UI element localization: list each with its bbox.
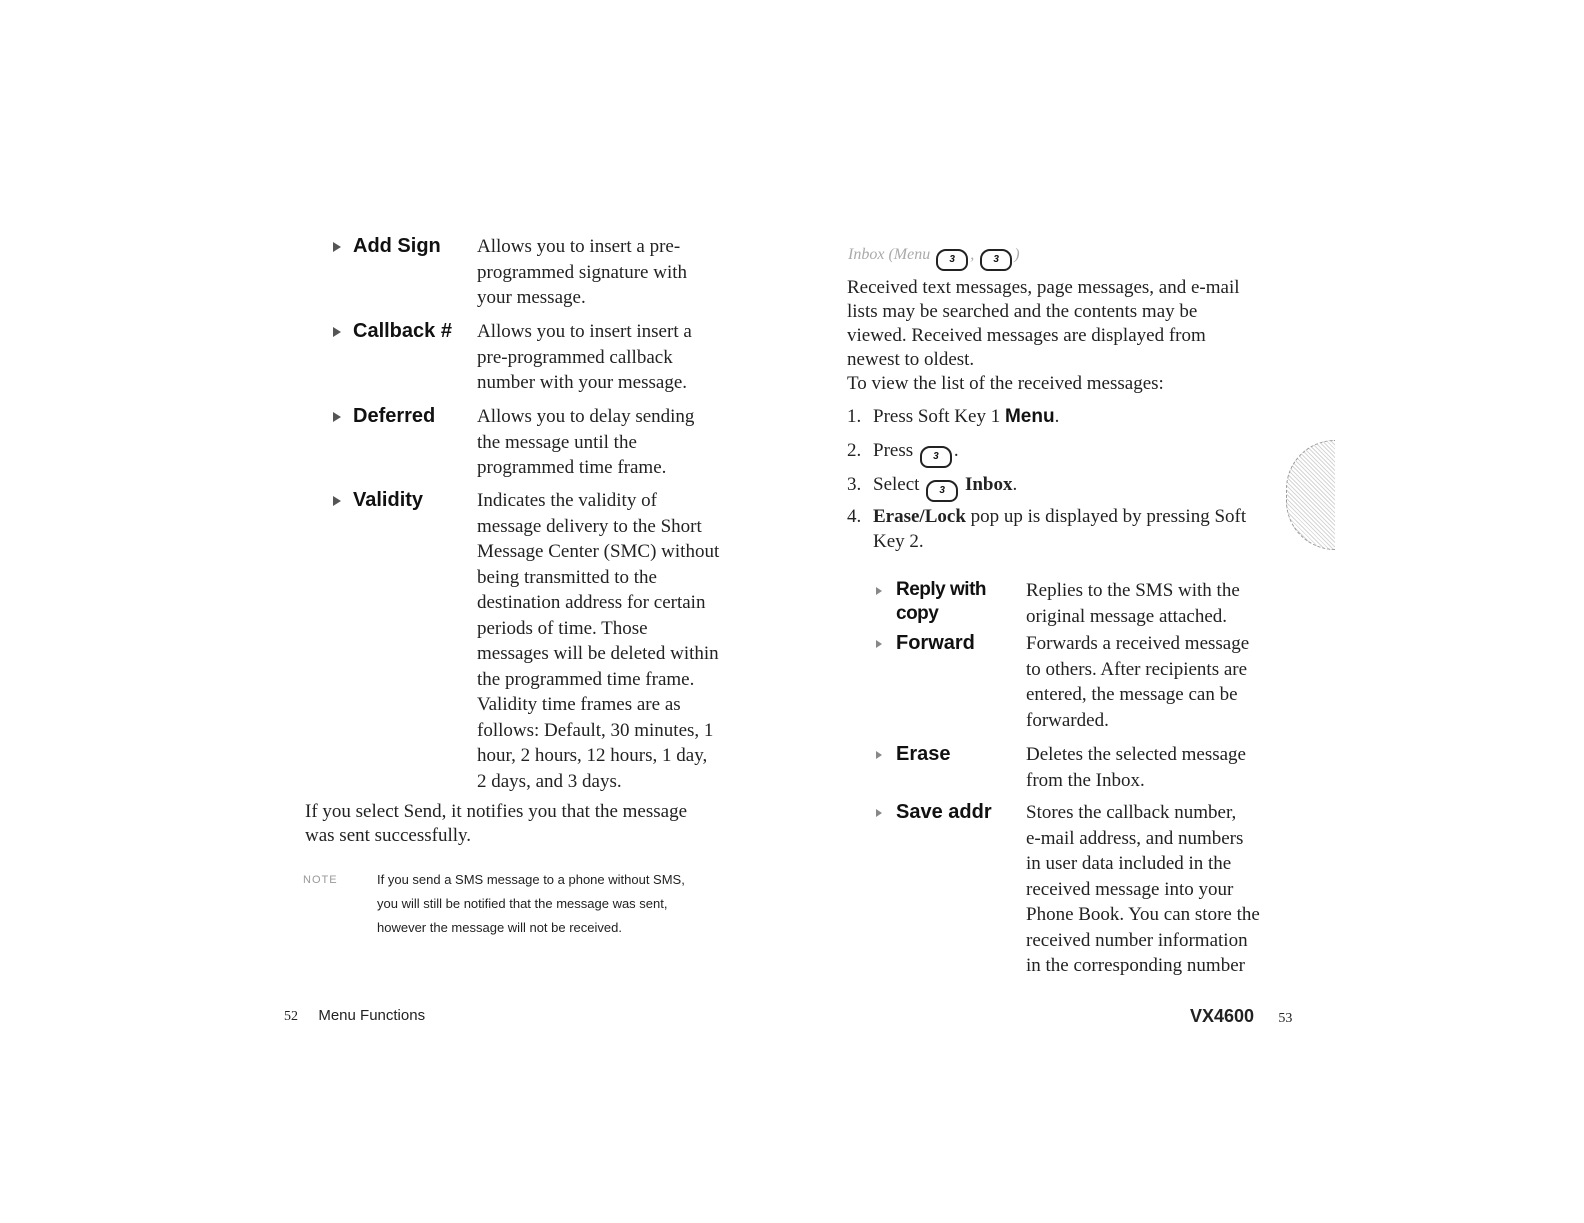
arrow-bullet-icon <box>333 412 341 422</box>
option-deferred <box>333 404 737 481</box>
inbox-intro-text: Received text messages, page messages, and e-mail lists may be searched and the contents may be viewed. Received messages are displayed from newest to oldest. To view the list of the received messages: <box>847 277 1240 394</box>
step-4: 4. Erase/Lock pop up is displayed by pressing Soft Key 2. <box>847 506 1247 552</box>
option-erase <box>876 742 1286 793</box>
arrow-bullet-icon <box>333 496 341 506</box>
header-title: Inbox <box>848 246 885 263</box>
option-callback <box>333 319 737 396</box>
option-label: Save addr <box>896 801 992 823</box>
model-name: VX4600 <box>1190 1006 1255 1026</box>
header-close-paren: ) <box>1014 246 1020 263</box>
step-1: 1. Press Soft Key 1 Menu. <box>847 406 1060 427</box>
send-confirmation-text: If you select Send, it notifies you that the message was sent successfully. <box>305 801 688 846</box>
option-description: Allows you to insert insert a pre-programmed callback number with your message. <box>477 321 692 393</box>
option-description: Stores the callback number, e-mail address, and numbers in user data included in the received message into your Phone Book. You can store the received number information in the corresponding number <box>1026 802 1260 976</box>
option-label: Validity <box>353 489 424 511</box>
section-title: Menu Functions <box>318 1007 426 1024</box>
key-3-icon: 3 <box>936 249 968 271</box>
arrow-bullet-icon <box>333 327 341 337</box>
option-reply-with-copy <box>876 578 1286 629</box>
arrow-bullet-icon <box>876 751 882 759</box>
step-3: 3. Select 3 Inbox. <box>847 472 1017 502</box>
option-description: Forwards a received message to others. After recipients are entered, the message can be forwarded. <box>1026 633 1250 731</box>
note-label: NOTE <box>303 874 338 886</box>
option-label: Callback # <box>353 320 452 342</box>
header-menu-text: (Menu <box>888 246 931 263</box>
erase-lock-label: Erase/Lock <box>873 506 966 527</box>
option-label: Forward <box>896 632 975 654</box>
arrow-bullet-icon <box>876 809 882 817</box>
option-label: Deferred <box>353 405 436 427</box>
step-2: 2. Press 3 . <box>847 438 959 468</box>
option-save-addr <box>876 800 1286 979</box>
page-number: 52 <box>284 1009 298 1024</box>
header-separator: , <box>970 246 975 263</box>
option-label: Add Sign <box>353 235 441 257</box>
arrow-bullet-icon <box>876 587 882 595</box>
option-label: Reply with copy <box>896 579 987 624</box>
right-footer <box>1190 1006 1292 1027</box>
thumb-index-tab <box>1286 440 1335 550</box>
option-description: Allows you to insert a pre- programmed signature with your message. <box>477 236 688 308</box>
option-add-sign <box>333 234 737 311</box>
page-number: 53 <box>1278 1011 1293 1026</box>
note-text: If you send a SMS message to a phone without SMS, you will still be notified that the message was sent, however the message will not be received. <box>377 872 685 935</box>
option-description: Allows you to delay sending the message until the programmed time frame. <box>477 406 695 478</box>
option-description: Deletes the selected message from the Inbox. <box>1026 744 1246 791</box>
option-description: Indicates the validity of message delivery to the Short Message Center (SMC) without being transmitted to the destination address for certain periods of time. Those messages will be deleted within the programmed time frame. Validity time frames are as follows: Default, 30 minutes, 1 hour, 2 hours, 12 hours, 1 day, 2 days, and 3 days. <box>477 490 720 792</box>
arrow-bullet-icon <box>876 640 882 648</box>
left-footer <box>284 1007 425 1025</box>
option-description: Replies to the SMS with the original message attached. <box>1026 580 1240 627</box>
right-page <box>792 0 1584 1223</box>
key-3-icon: 3 <box>920 446 952 468</box>
key-3-icon: 3 <box>926 480 958 502</box>
section-header <box>848 246 1020 271</box>
option-label: Erase <box>896 743 951 765</box>
key-3-icon: 3 <box>980 249 1012 271</box>
option-forward <box>876 631 1286 733</box>
inbox-label: Inbox <box>964 474 1013 495</box>
menu-softkey-label: Menu <box>1004 406 1055 427</box>
arrow-bullet-icon <box>333 242 341 252</box>
option-validity <box>333 488 747 794</box>
